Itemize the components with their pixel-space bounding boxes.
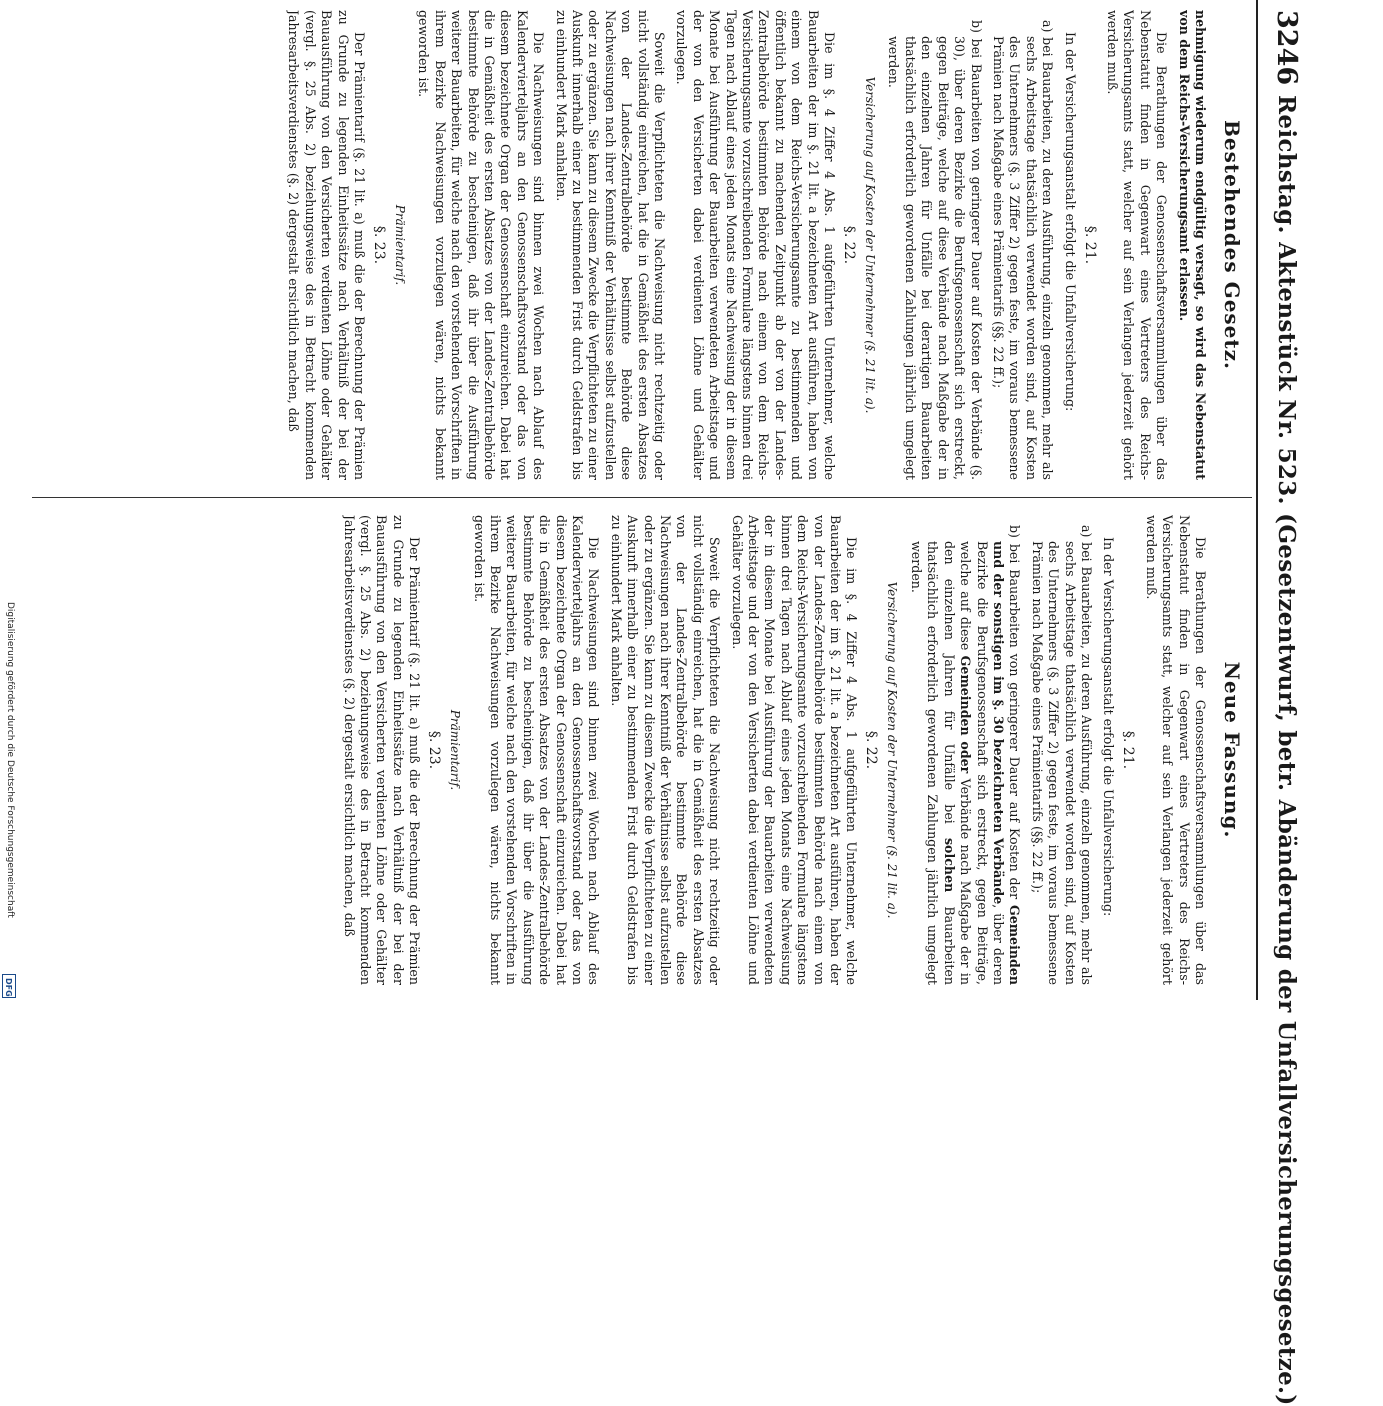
right-item-b-start: b) bei Bauarbeiten von geringerer Dauer auf Kosten der: [1007, 525, 1023, 900]
dfg-credit-text: Digitalisierung gefördert durch die Deutsche Forschungsgemeinschaft: [5, 602, 15, 918]
left-subheading-1: Versicherung auf Kosten der Unternehmer (§. 21 lit. a).: [863, 76, 878, 414]
left-paragraph-7: Der Prämientarif (§. 21 lit. a) muß die der Berechnung der Prämien zu Grunde zu legenden Einheitssätze nach Verhältniß der bei der Bauausführung von den Versicherten verdienten Löhne oder Gehälter (vergl. §. 25 Abs. 2) beziehungsweise des in Betracht kommenden Jahresarbeitsverdienstes (§. 2) dergestalt ersichtlich machen, daß: [286, 10, 367, 480]
right-section-21: §. 21.: [1120, 730, 1137, 770]
running-title: Reichstag. Aktenstück Nr. 523. (Gesetzentwurf, betr. Abänderung der Unfallversicherungsgesetze.): [1273, 95, 1300, 1406]
left-column: [46, 10, 1246, 480]
left-paragraph-5: Soweit die Verpflichteten die Nachweisung nicht rechtzeitig oder nicht vollständig einreichen, hat die in Gemäßheit des ersten Absatzes von der Landes-Zentralbehörde bestimmte Behörde diese Nachweisungen nach ihrer Kenntniß der Verhältnisse selbst aufzustellen oder zu ergänzen. Sie kann zu diesem Zwecke die Verpflichteten zu einer Auskunft innerhalb einer zu bestimmenden Frist durch Geldstrafen bis zu einhundert Mark anhalten.: [553, 10, 668, 480]
right-paragraph-6: Der Prämientarif (§. 21 lit. a) muß die der Berechnung der Prämien zu Grunde zu legenden Einheitssätze nach Verhältniß der bei der Bauausführung von den Versicherten verdienten Löhne oder Gehälter (vergl. §. 25 Abs. 2) beziehungsweise des in Betracht kommenden Jahresarbeitsverdienstes (§. 2) dergestalt ersichtlich machen, daß: [341, 515, 423, 985]
right-item-b-end: Bauarbeiten thatsächlich erforderlich gewordenen Zahlungen jährlich umgelegt werden.: [908, 541, 957, 985]
left-item-a: a) bei Bauarbeiten, zu deren Ausführung, einzeln genommen, mehr als sechs Arbeitstage thatsächlich verwendet worden sind, auf Kosten des Unternehmers (§. 3 Ziffer 2) gegen feste, im voraus bemessene Prämien nach Maßgabe eines Prämientarifs (§§. 22 ff.);: [990, 20, 1056, 480]
right-paragraph-3: Die im §. 4 Ziffer 4 Abs. 1 aufgeführten Unternehmer, welche Bauarbeiten der im §. 21 lit. a bezeichneten Art ausführen, haben der von der Landes-Zentralbehörde bestimmten Behörde nach einem von dem Reichs-Versicherungsamte vorzuschreibenden Formulare längstens binnen drei Tagen nach Ablauf eines jeden Monats eine Nachweisung der in diesem Monate bei Ausführung der Bauarbeiten verwendeten Arbeitstage und der von den Versicherten dabei verdienten Löhne und Gehälter vorzulegen.: [729, 515, 860, 985]
left-paragraph-1: nehmigung wiederum endgültig versagt, so wird das Nebenstatut von dem Reichs-Versicherungsamt erlassen.: [1176, 10, 1208, 480]
right-paragraph-1: Die Berathungen der Genossenschaftsversammlungen über das Nebenstatut finden in Gegenwart eines Vertreters des Reichs-Versicherungsamts statt, welcher auf sein Verlangen jederzeit gehört werden muß.: [1143, 515, 1208, 985]
right-item-b-bold-1: Gemeinden und der sonstigen im §. 30 bezeichneten Verbände: [990, 541, 1023, 985]
digitization-footer: [3, 602, 15, 998]
dfg-logo-text: DFG: [4, 978, 13, 997]
left-item-b: b) bei Bauarbeiten von geringerer Dauer auf Kosten der Verbände (§. 30), über deren Bezirke die Berufsgenossenschaft sich erstreckt, gegen Beiträge, welche auf diese Verbände nach Maßgabe der in den einzelnen Jahren für Unfälle bei derartigen Bauarbeiten thatsächlich erforderlich gewordenen Zahlungen jährlich umgelegt werden.: [886, 20, 984, 480]
left-column-title: Bestehendes Gesetz.: [1220, 120, 1244, 370]
left-paragraph-4: Die im §. 4 Ziffer 4 Abs. 1 aufgeführten Unternehmer, welche Bauarbeiten der im §. 21 lit. a bezeichneten Art ausführen, haben von einem von dem Reichs-Versicherungsamte zu bestimmenden und öffentlich bekannt zu machenden Zeitpunkt ab der von der Landes-Zentralbehörde bestimmten Behörde nach einem von dem Reichs-Versicherungsamte vorzuschreibenden Formulare längstens binnen drei Tagen nach Ablauf eines jeden Monats eine Nachweisung der in diesem Monate bei Ausführung der Bauarbeiten verwendeten Arbeitstage und der von den Versicherten dabei verdienten Löhne und Gehälter vorzulegen.: [674, 10, 838, 480]
right-paragraph-2: In der Versicherungsanstalt erfolgt die Unfallversicherung:: [1101, 537, 1117, 917]
right-item-b-mid-2: Verbände nach Maßgabe der in den einzelnen Jahren für Unfälle bei: [941, 541, 974, 985]
right-column-title: Neue Fassung.: [1220, 661, 1244, 839]
right-item-b-bold-2: Gemeinden oder: [958, 655, 974, 774]
left-paragraph-2: Die Berathungen der Genossenschaftsversammlungen über das Nebenstatut finden in Gegenwart eines Vertreters des Reichs-Versicherungsamts statt, welcher auf sein Verlangen jederzeit gehört werden muß.: [1104, 10, 1170, 480]
right-item-b: [908, 515, 1023, 985]
left-section-22: §. 22.: [841, 225, 858, 265]
left-paragraph-6: Die Nachweisungen sind binnen zwei Wochen nach Ablauf des Kalendervierteljahrs an den Genossenschaftsvorstand oder das von diesem bezeichnete Organ der Genossenschaft einzureichen. Dabei hat die in Gemäßheit des ersten Absatzes von der Landes-Zentralbehörde bestimmte Behörde zu bescheinigen, daß ihr über die Ausführung weiterer Bauarbeiten, für welche nach den vorstehenden Vorschriften in ihrem Bezirke Nachweisungen vorzulegen wären, nichts bekannt geworden ist.: [416, 10, 547, 480]
left-subheading-2: Prämientarif.: [392, 204, 407, 286]
right-section-23: §. 23.: [426, 730, 443, 770]
right-paragraph-5: Die Nachweisungen sind binnen zwei Wochen nach Ablauf des Kalendervierteljahrs an den Genossenschaftsvorstand oder das von diesem bezeichnete Organ der Genossenschaft einzureichen. Dabei hat die in Gemäßheit des ersten Absatzes von der Landes-Zentralbehörde bestimmte Behörde zu bescheinigen, daß ihr über die Ausführung weiterer Bauarbeiten, für welche nach den vorstehenden Vorschriften in ihrem Bezirke Nachweisungen vorzulegen wären, nichts bekannt geworden ist.: [471, 515, 602, 985]
page-header: [1256, 0, 1310, 1406]
left-section-23: §. 23.: [370, 225, 387, 265]
right-item-b-mid-1: , über deren Bezirke die Berufsgenossenschaft sich erstreckt, gegen Beiträge, welche auf diese: [958, 541, 1006, 985]
left-section-21: §. 21.: [1081, 225, 1098, 265]
right-paragraph-4: Soweit die Verpflichteten die Nachweisung nicht rechtzeitig oder nicht vollständig einreichen, hat die in Gemäßheit des ersten Absatzes von der Landes-Zentralbehörde bestimmte Behörde diese Nachweisungen nach ihrer Kenntniß der Verhältnisse selbst aufzustellen oder zu ergänzen. Sie kann zu diesem Zwecke die Verpflichteten zu einer Auskunft innerhalb einer zu bestimmenden Frist durch Geldstrafen bis zu einhundert Mark anhalten.: [608, 515, 723, 985]
right-column: [46, 515, 1246, 985]
right-subheading-2: Prämientarif.: [448, 709, 463, 791]
right-item-b-bold-3: solchen: [941, 837, 957, 893]
column-divider: [32, 497, 1252, 498]
dfg-logo: [2, 974, 16, 998]
right-subheading-1: Versicherung auf Kosten der Unternehmer (§. 21 lit. a).: [885, 581, 900, 919]
right-section-22: §. 22.: [863, 730, 880, 770]
left-paragraph-3: In der Versicherungsanstalt erfolgt die Unfallversicherung:: [1062, 32, 1078, 412]
page-number: 3246: [1271, 10, 1302, 86]
right-item-a: a) bei Bauarbeiten, zu deren Ausführung, einzeln genommen, mehr als sechs Arbeitstage thatsächlich verwendet worden sind, auf Kosten des Unternehmers (§. 3 Ziffer 2) gegen feste, im voraus bemessene Prämien nach Maßgabe eines Prämientarifs (§§. 22 ff.);: [1029, 525, 1094, 985]
